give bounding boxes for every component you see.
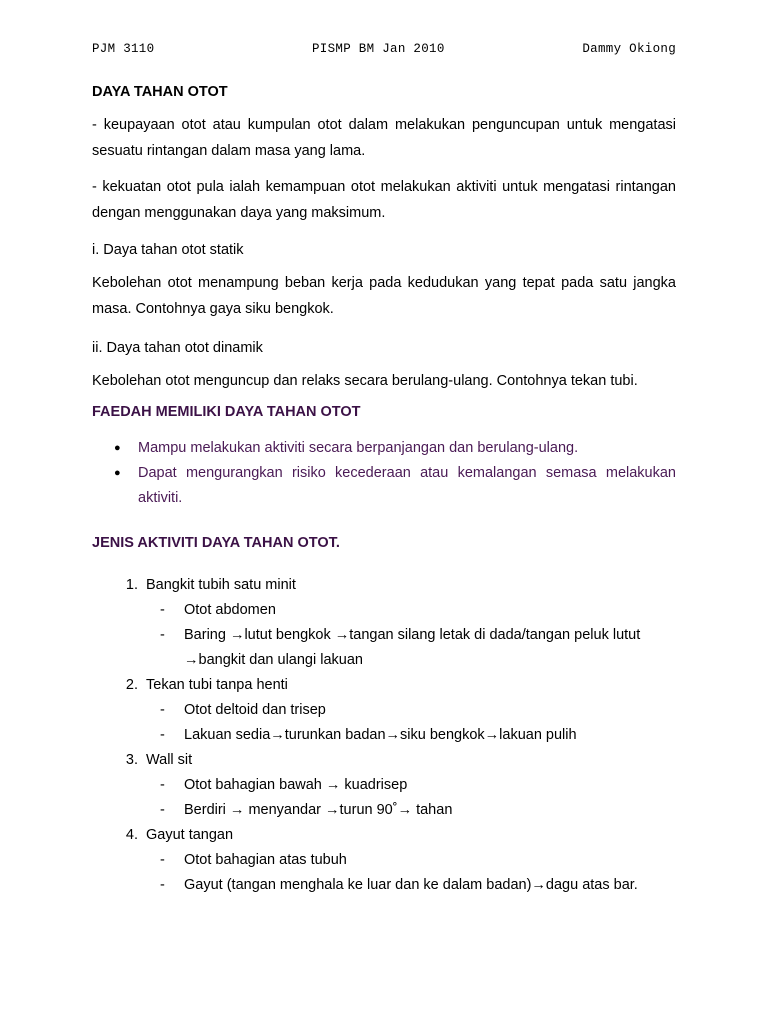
- sub-text: Otot bahagian bawah → kuadrisep: [184, 777, 408, 793]
- list-item: [92, 436, 676, 461]
- activity-item-2: [92, 673, 676, 748]
- dinamik-paragraph: Kebolehan otot menguncup dan relaks secara berulang-ulang. Contohnya tekan tubi.: [92, 373, 638, 389]
- activity-item-4: [92, 823, 676, 898]
- header-author: Dammy Okiong: [582, 42, 676, 56]
- sub-text: Berdiri → menyandar →turun 90˚→ tahan: [184, 802, 453, 818]
- statik-paragraph: Kebolehan otot menampung beban kerja pada kedudukan yang tepat pada satu jangka masa. Contohnya gaya siku bengkok.: [92, 275, 676, 317]
- list-item: [92, 461, 676, 511]
- header-course-code: PJM 3110: [92, 42, 155, 56]
- item-number: 4.: [125, 827, 138, 843]
- dash-marker: -: [160, 877, 165, 893]
- bullet-icon: ●: [114, 442, 121, 454]
- dash-marker: -: [160, 627, 165, 643]
- item-label: Wall sit: [146, 752, 193, 768]
- list-item: [92, 848, 676, 873]
- dash-marker: -: [160, 802, 165, 818]
- sub-text: Otot deltoid dan trisep: [184, 702, 326, 718]
- bullet-text: Mampu melakukan aktiviti secara berpanjangan dan berulang-ulang.: [138, 440, 579, 456]
- activity-item-3: [92, 748, 676, 823]
- bullet-icon: ●: [114, 467, 121, 479]
- list-item: [92, 698, 676, 723]
- subheading-dinamik: ii. Daya tahan otot dinamik: [92, 340, 263, 356]
- item-number: 2.: [125, 677, 138, 693]
- item-label: Gayut tangan: [146, 827, 234, 843]
- sub-text: Otot abdomen: [184, 602, 276, 618]
- dash-marker: -: [160, 777, 165, 793]
- dash-marker: -: [160, 852, 165, 868]
- section-title-jenis-aktiviti: JENIS AKTIVITI DAYA TAHAN OTOT.: [92, 535, 340, 551]
- sub-text: Gayut (tangan menghala ke luar dan ke dalam badan)→dagu atas bar.: [184, 877, 638, 893]
- list-item: [92, 773, 676, 798]
- item-number: 3.: [125, 752, 138, 768]
- list-item: [92, 623, 676, 648]
- sub-text-continued: →bangkit dan ulangi lakuan: [184, 652, 363, 668]
- definition-paragraph-1: - keupayaan otot atau kumpulan otot dalam melakukan penguncupan untuk mengatasi sesuatu rintangan dalam masa yang lama.: [92, 117, 676, 159]
- section-title-daya-tahan-otot: DAYA TAHAN OTOT: [92, 84, 228, 100]
- item-number: 1.: [125, 577, 138, 593]
- list-item: [92, 798, 676, 823]
- item-label: Bangkit tubih satu minit: [146, 577, 296, 593]
- benefits-list: [92, 436, 676, 511]
- list-item: [92, 598, 676, 623]
- document-body: [92, 84, 676, 898]
- dash-marker: -: [160, 602, 165, 618]
- header-program: PISMP BM Jan 2010: [312, 42, 445, 56]
- sub-text: Lakuan sedia→turunkan badan→siku bengkok→lakuan pulih: [184, 727, 577, 743]
- dash-marker: -: [160, 727, 165, 743]
- sub-text: Otot bahagian atas tubuh: [184, 852, 347, 868]
- subheading-statik: i. Daya tahan otot statik: [92, 242, 244, 258]
- activity-list: [92, 573, 676, 898]
- section-title-faedah: FAEDAH MEMILIKI DAYA TAHAN OTOT: [92, 404, 361, 420]
- definition-paragraph-2: - kekuatan otot pula ialah kemampuan otot melakukan aktiviti untuk mengatasi rintangan dengan menggunakan daya yang maksimum.: [92, 179, 676, 221]
- bullet-text: Dapat mengurangkan risiko kecederaan atau kemalangan semasa melakukan aktiviti.: [138, 465, 676, 506]
- page-header: [92, 42, 676, 60]
- list-item: [92, 723, 676, 748]
- list-item: [92, 873, 676, 898]
- sub-text: Baring →lutut bengkok →tangan silang letak di dada/tangan peluk lutut: [184, 627, 641, 643]
- dash-marker: -: [160, 702, 165, 718]
- activity-item-1: [92, 573, 676, 673]
- item-label: Tekan tubi tanpa henti: [146, 677, 288, 693]
